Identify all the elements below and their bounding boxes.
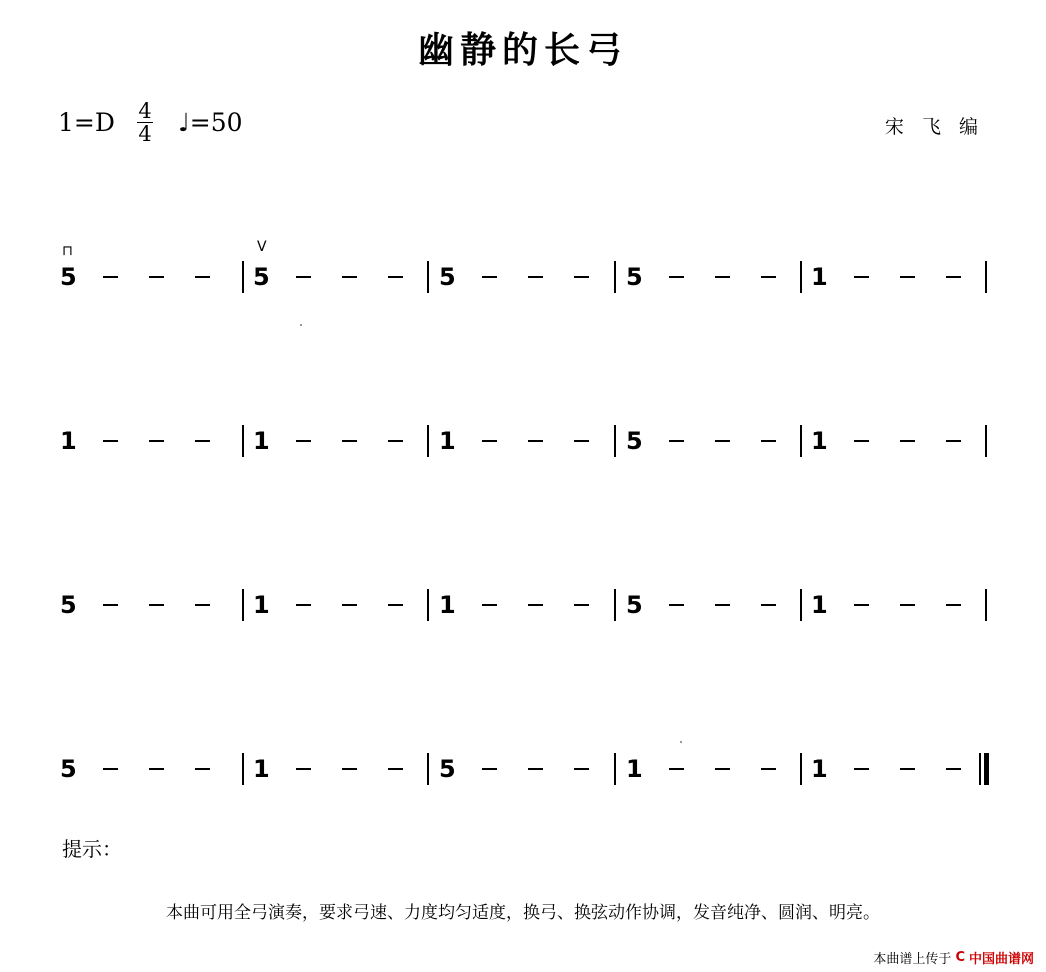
extension-dash	[528, 276, 543, 278]
extension-dash	[669, 276, 684, 278]
note: 1	[253, 427, 270, 455]
barline	[614, 425, 616, 457]
extension-dash	[669, 440, 684, 442]
extension-dash	[715, 768, 730, 770]
extension-dash	[103, 276, 118, 278]
extension-dash	[195, 276, 210, 278]
extension-dash	[528, 768, 543, 770]
note: 1	[811, 427, 828, 455]
speck-mark	[680, 741, 682, 743]
note: 5	[253, 263, 270, 291]
barline	[800, 261, 802, 293]
extension-dash	[854, 768, 869, 770]
extension-dash	[342, 604, 357, 606]
extension-dash	[195, 440, 210, 442]
note: 5	[626, 263, 643, 291]
extension-dash	[669, 768, 684, 770]
arranger-credit: 宋 飞 编	[884, 116, 984, 138]
extension-dash	[482, 276, 497, 278]
tips-label: 提示：	[62, 837, 122, 861]
tempo-marking: ♩=50	[178, 108, 243, 137]
extension-dash	[149, 276, 164, 278]
barline	[427, 425, 429, 457]
extension-dash	[715, 440, 730, 442]
extension-dash	[149, 604, 164, 606]
extension-dash	[761, 768, 776, 770]
note: 1	[439, 591, 456, 619]
extension-dash	[946, 604, 961, 606]
note: 5	[60, 755, 77, 783]
extension-dash	[854, 604, 869, 606]
extension-dash	[715, 276, 730, 278]
note: 1	[626, 755, 643, 783]
speck-mark	[300, 324, 302, 326]
note: 1	[60, 427, 77, 455]
extension-dash	[715, 604, 730, 606]
extension-dash	[528, 440, 543, 442]
barline	[242, 261, 244, 293]
note: 1	[253, 755, 270, 783]
extension-dash	[900, 604, 915, 606]
extension-dash	[296, 440, 311, 442]
extension-dash	[900, 768, 915, 770]
tips-text: 本曲可用全弓演奏，要求弓速、力度均匀适度，换弓、换弦动作协调，发音纯净、圆润、明亮。	[166, 903, 880, 923]
note: 5	[439, 263, 456, 291]
note: 1	[811, 591, 828, 619]
barline	[242, 425, 244, 457]
barline	[427, 261, 429, 293]
time-signature	[135, 100, 155, 145]
extension-dash	[482, 768, 497, 770]
extension-dash	[342, 440, 357, 442]
extension-dash	[761, 604, 776, 606]
site-logo-icon: C	[955, 950, 965, 965]
note: 1	[811, 755, 828, 783]
time-signature-top: 4	[138, 99, 152, 123]
extension-dash	[388, 440, 403, 442]
extension-dash	[574, 440, 589, 442]
extension-dash	[296, 604, 311, 606]
extension-dash	[761, 276, 776, 278]
barline	[427, 589, 429, 621]
note: 1	[253, 591, 270, 619]
extension-dash	[482, 604, 497, 606]
barline	[985, 425, 987, 457]
extension-dash	[388, 768, 403, 770]
note: 5	[626, 591, 643, 619]
barline	[242, 589, 244, 621]
extension-dash	[946, 768, 961, 770]
extension-dash	[482, 440, 497, 442]
barline	[614, 589, 616, 621]
barline	[985, 261, 987, 293]
extension-dash	[149, 768, 164, 770]
extension-dash	[854, 276, 869, 278]
extension-dash	[900, 440, 915, 442]
time-signature-bottom: 4	[138, 122, 152, 146]
extension-dash	[946, 276, 961, 278]
extension-dash	[946, 440, 961, 442]
footer-credit	[873, 948, 1034, 967]
extension-dash	[149, 440, 164, 442]
extension-dash	[195, 768, 210, 770]
extension-dash	[103, 768, 118, 770]
extension-dash	[574, 768, 589, 770]
up-bow-mark: V	[257, 239, 267, 255]
extension-dash	[296, 276, 311, 278]
extension-dash	[761, 440, 776, 442]
barline	[614, 261, 616, 293]
extension-dash	[103, 604, 118, 606]
note: 5	[626, 427, 643, 455]
extension-dash	[388, 604, 403, 606]
key-signature: 1=D	[58, 108, 115, 137]
extension-dash	[195, 604, 210, 606]
extension-dash	[669, 604, 684, 606]
barline	[800, 589, 802, 621]
barline	[242, 753, 244, 785]
extension-dash	[342, 276, 357, 278]
note: 5	[60, 591, 77, 619]
extension-dash	[103, 440, 118, 442]
footer-prefix: 本曲谱上传于	[873, 952, 952, 967]
down-bow-mark: ⊓	[62, 243, 73, 259]
note: 5	[439, 755, 456, 783]
thin-barline	[979, 753, 981, 785]
extension-dash	[528, 604, 543, 606]
barline	[800, 753, 802, 785]
site-logo-text: 中国曲谱网	[968, 952, 1034, 967]
note: 1	[439, 427, 456, 455]
extension-dash	[388, 276, 403, 278]
extension-dash	[854, 440, 869, 442]
barline	[614, 753, 616, 785]
barline	[427, 753, 429, 785]
note: 5	[60, 263, 77, 291]
note: 1	[811, 263, 828, 291]
extension-dash	[342, 768, 357, 770]
extension-dash	[574, 604, 589, 606]
extension-dash	[296, 768, 311, 770]
barline	[800, 425, 802, 457]
page-title: 幽静的长弓	[417, 29, 628, 71]
extension-dash	[900, 276, 915, 278]
barline	[985, 589, 987, 621]
final-barline	[984, 753, 989, 785]
extension-dash	[574, 276, 589, 278]
